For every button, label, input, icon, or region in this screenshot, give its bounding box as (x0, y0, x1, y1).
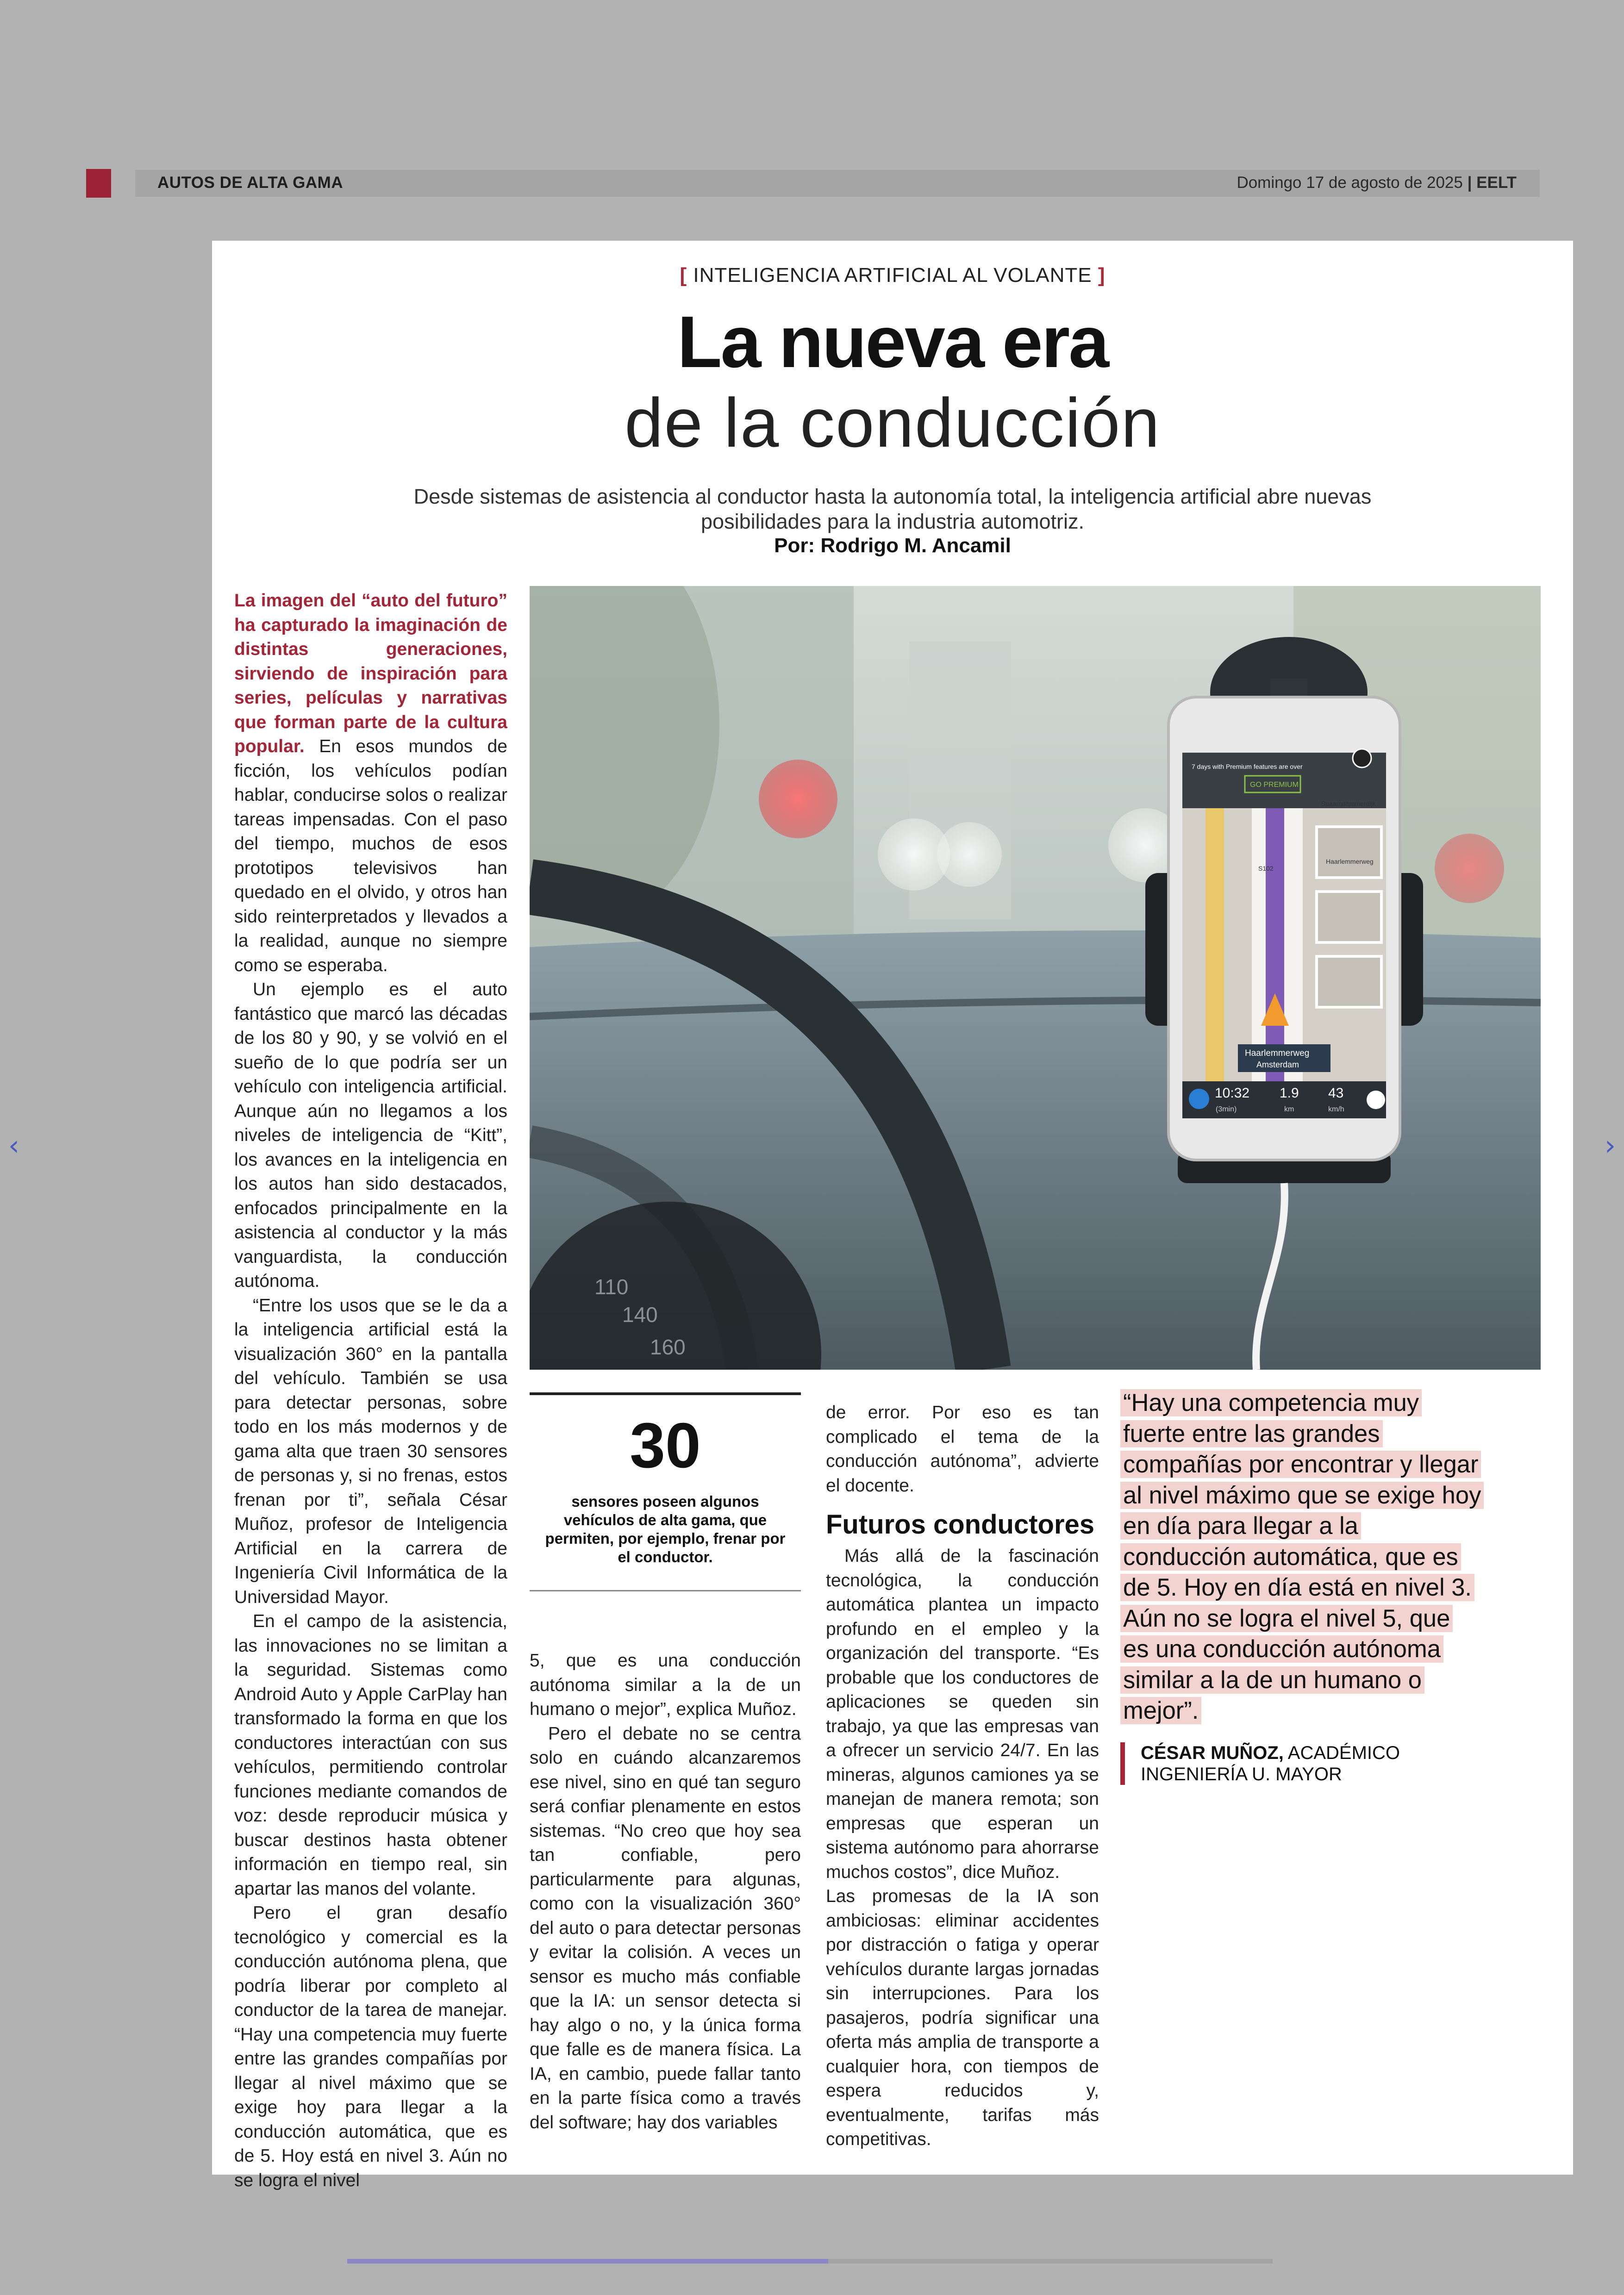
section-name: AUTOS DE ALTA GAMA (157, 174, 344, 192)
headline-line-2: de la conducción (625, 384, 1161, 461)
quote-author-name: CÉSAR MUÑOZ, (1141, 1743, 1284, 1763)
nav-time-unit: (3min) (1216, 1105, 1237, 1113)
kicker (212, 264, 1573, 287)
kicker-text: INTELIGENCIA ARTIFICIAL AL VOLANTE (693, 264, 1092, 287)
paragraph: 5, que es una conducción autónoma similar a la de un humano o mejor”, explica Muñoz. (530, 1651, 801, 1719)
map-city-banner: Amsterdam (1256, 1060, 1299, 1069)
kicker-close-bracket: ] (1098, 264, 1106, 287)
byline: Por: Rodrigo M. Ancamil (774, 534, 1011, 557)
nav-time: 10:32 (1215, 1085, 1250, 1101)
phone-premium-button: GO PREMIUM (1250, 781, 1299, 789)
page-header (86, 169, 1540, 198)
issue-date (1237, 174, 1517, 192)
gauge-label-160: 160 (650, 1335, 686, 1359)
date-text: Domingo 17 de agosto de 2025 (1237, 174, 1463, 192)
map-street-banner: Haarlemmerweg (1245, 1048, 1310, 1058)
paragraph: “Entre los usos que se le da a la inteligencia artificial está la visualización 360° en la pantalla del vehículo. También se usa para detectar personas, sobre todo en los más modernos y de gama alta que traen 30 sensores de personas y, si no frenas, estos frenan por ti”, señala César Muñoz, profesor de Inteligencia Artificial en la carrera de Ingeniería Civil Informática de la Universidad Mayor. (234, 1295, 507, 1607)
nav-speed-unit: km/h (1328, 1105, 1344, 1113)
map-street-label: Spaarndammerdijk (1321, 800, 1376, 807)
car-phone-navigation-image (530, 586, 1541, 1370)
gauge-label-110: 110 (594, 1275, 629, 1299)
paragraph (234, 589, 507, 978)
nav-distance-unit: km (1284, 1105, 1294, 1113)
nav-distance: 1.9 (1280, 1085, 1299, 1101)
stat-divider (530, 1590, 801, 1591)
headline-line-1: La nueva era (677, 301, 1108, 383)
reading-progress-fill (347, 2259, 828, 2264)
kicker-open-bracket: [ (680, 264, 687, 287)
paragraph: En el campo de la asistencia, las innovaciones no se limitan a la seguridad. Sistemas como Android Auto y Apple CarPlay han transformado la forma en que los conductores interactúan con sus vehículos, permitiendo controlar funciones mediante comandos de voz: desde reproducir música y buscar destinos hasta obtener información en tiempo real, sin apartar las manos del volante. (234, 1611, 507, 1899)
date-separator: | (1467, 174, 1472, 192)
publication-code: EELT (1476, 174, 1517, 192)
article-deck: Desde sistemas de asistencia al conductor hasta la autonomía total, la inteligencia artificial abre nuevas posibilidades para la industria automotriz. (413, 485, 1372, 533)
gauge-label-140: 140 (622, 1303, 658, 1327)
next-page-arrow-icon[interactable]: › (1605, 1129, 1616, 1162)
magazine-page (212, 241, 1573, 2190)
paragraph-rest: En esos mundos de ficción, los vehículos podían hablar, conducirse solos o realizar tareas impensadas. Con el paso del tiempo, muchos de esos prototipos televisivos han quedado en el olvido, y otros han sido reinterpretados y llevados a la realidad, aunque no siempre como se esperaba. (234, 736, 507, 975)
stat-number: 30 (630, 1410, 701, 1481)
lead-text: La imagen del “auto del futuro” ha capturado la imaginación de distintas generaciones, sirviendo de inspiración para series, películas y narrativas que forman parte de la cultura popular. (234, 591, 507, 756)
quote-author-role: ACADÉMICO INGENIERÍA U. MAYOR (1141, 1743, 1400, 1784)
nav-speed: 43 (1328, 1085, 1344, 1101)
paragraph: Pero el debate no se centra solo en cuándo alcanzaremos ese nivel, sino en qué tan seguro será confiar plenamente en estos sistemas. “No creo que hoy sea tan confiable, pero particularmente para algunas, como con la visualización 360° del auto o para detectar personas y evitar la colisión. A veces un sensor es mucho más confiable que la IA: un sensor detecta si hay algo o no, y la única forma que falle es de manera física. La IA, en cambio, puede fallar tanto en la parte física como a través del software; hay dos variables (530, 1723, 801, 2133)
paragraph: de error. Por eso es tan complicado el tema de la conducción autónoma”, advierte el docente. (826, 1403, 1099, 1496)
section-marker (86, 169, 111, 198)
paragraph: Las promesas de la IA son ambiciosas: eliminar accidentes por distracción o fatiga y operar vehículos durante largas jornadas sin interrupciones. Para los pasajeros, podría significar una oferta más amplia de transporte a cualquier hora, con tiempos de espera reducidos y, eventualmente, tarifas más competitivas. (826, 1886, 1099, 2149)
pull-quote-attribution (1120, 1742, 1481, 1785)
pull-quote (1120, 1388, 1481, 1727)
paragraph: Más allá de la fascinación tecnológica, la conducción automática plantea un impacto profundo en el empleo y la organización del transporte. “Es probable que los conductores de aplicaciones se queden sin trabajo, ya que las empresas van a ofrecer un servicio 24/7. En las mineras, algunos camiones ya se manejan de manera remota; son empresas que esperan un sistema autónomo para ahorrarse muchos costos”, dice Muñoz. (826, 1546, 1099, 1882)
article-photo (530, 586, 1541, 1370)
stat-caption: sensores poseen algunos vehículos de alta gama, que permiten, por ejemplo, frenar por el conductor. (545, 1493, 786, 1565)
phone-banner-text: 7 days with Premium features are over (1192, 763, 1303, 770)
body-column-1 (234, 589, 507, 2193)
reading-progress-bar[interactable] (347, 2259, 1273, 2264)
body-column-2 (530, 1649, 801, 2135)
pull-quote-text: “Hay una competencia muy fuerte entre las grandes compañías por encontrar y llegar al nivel máximo que se exige hoy en día para llegar a la conducción automática, que es de 5. Hoy en día está en nivel 3. Aún no se logra el nivel 5, que es una conducción autónoma similar a la de un humano o mejor”. (1120, 1389, 1484, 1724)
stat-callout (530, 1392, 801, 1591)
map-street-label-2: Haarlemmerweg (1326, 858, 1374, 865)
map-road-label: S102 (1258, 865, 1274, 872)
subheading: Futuros conductores (826, 1509, 1095, 1540)
prev-page-arrow-icon[interactable]: ‹ (8, 1129, 19, 1162)
paragraph: Un ejemplo es el auto fantástico que marcó las décadas de los 80 y 90, y se volvió en el sueño de lo que podría ser un vehículo con inteligencia artificial. Aunque aún no llegamos a los niveles de inteligencia de “Kitt”, los avances en la inteligencia en los autos han sido destacados, enfocados principalmente en la asistencia al conductor y la más vanguardista, la conducción autónoma. (234, 979, 507, 1291)
body-column-3 (826, 1401, 1099, 2152)
paragraph: Pero el gran desafío tecnológico y comercial es la conducción autónoma plena, que podría liberar por completo al conductor de la tarea de manejar. “Hay una competencia muy fuerte entre las grandes compañías por llegar al nivel máximo que se exige hoy para llegar a la conducción automática, que es de 5. Hoy está en nivel 3. Aún no se logra el nivel (234, 1903, 507, 2190)
